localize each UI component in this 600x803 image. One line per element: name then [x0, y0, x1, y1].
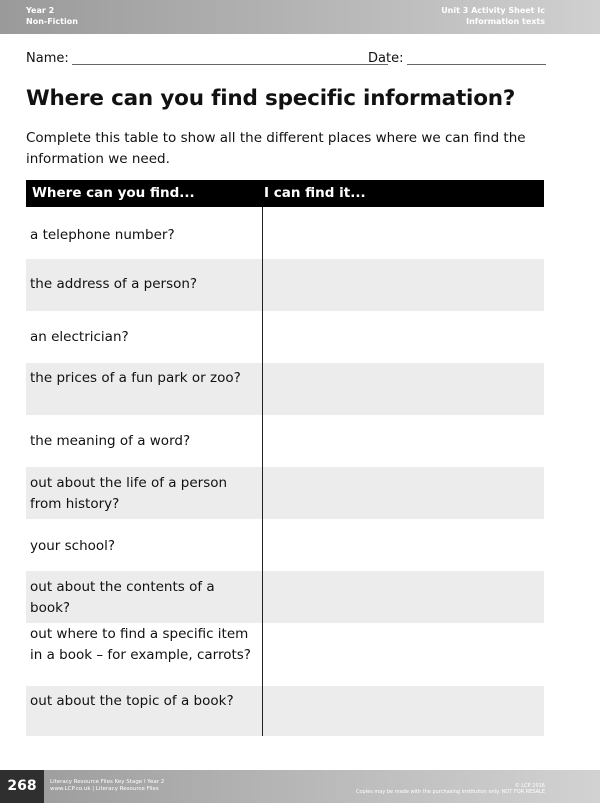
- website-text: www.LCP.co.uk | Literacy Resource Files: [50, 786, 159, 792]
- question-cell: out about the life of a person from history?: [30, 475, 228, 512]
- column-header-find: I can find it...: [264, 185, 366, 201]
- unit-label: Unit 3 Activity Sheet Ic: [441, 6, 545, 15]
- question-cell: an electrician?: [30, 329, 129, 345]
- answer-cell[interactable]: [263, 623, 544, 686]
- footer-right: [356, 783, 545, 795]
- table-row: [26, 571, 544, 623]
- question-cell: out about the contents of a book?: [30, 579, 215, 616]
- answer-cell[interactable]: [263, 207, 544, 259]
- table-header: [26, 180, 544, 207]
- name-date-row: [26, 51, 546, 69]
- series-text: Literacy Resource Files Key Stage I Year 2: [50, 779, 165, 785]
- question-cell: the address of a person?: [30, 276, 198, 292]
- answer-cell[interactable]: [263, 519, 544, 571]
- info-table: [26, 180, 544, 736]
- year-label: Year 2: [26, 6, 55, 15]
- header-right: [441, 5, 545, 27]
- table-row: [26, 686, 544, 736]
- date-field-line[interactable]: [407, 64, 546, 65]
- copy-notice: Copies may be made with the purchasing institution only. NOT FOR RESALE: [356, 789, 545, 795]
- table-row: [26, 623, 544, 686]
- table-row: [26, 467, 544, 519]
- answer-cell[interactable]: [263, 571, 544, 623]
- table-row: [26, 363, 544, 415]
- answer-cell[interactable]: [263, 259, 544, 311]
- question-cell: the prices of a fun park or zoo?: [30, 370, 241, 386]
- table-row: [26, 259, 544, 311]
- footer-left: [50, 779, 164, 793]
- page-number: 268: [0, 770, 44, 803]
- page-title: Where can you find specific information?: [26, 86, 516, 111]
- answer-cell[interactable]: [263, 363, 544, 415]
- question-cell: a telephone number?: [30, 227, 175, 243]
- instructions: Complete this table to show all the different places where we can find the information we need.: [26, 130, 526, 167]
- question-cell: out where to find a specific item in a book – for example, carrots?: [30, 626, 251, 663]
- answer-cell[interactable]: [263, 686, 544, 736]
- column-divider: [262, 207, 263, 736]
- answer-cell[interactable]: [263, 415, 544, 467]
- footer-bar: [0, 770, 600, 803]
- question-cell: your school?: [30, 538, 116, 554]
- header-bar: [0, 0, 600, 34]
- name-label: Name:: [26, 51, 69, 66]
- topic-label: Information texts: [466, 17, 545, 26]
- answer-cell[interactable]: [263, 311, 544, 363]
- date-label: Date:: [368, 51, 404, 66]
- column-header-where: Where can you find...: [32, 185, 195, 201]
- answer-cell[interactable]: [263, 467, 544, 519]
- subject-label: Non-Fiction: [26, 17, 78, 26]
- table-row: [26, 415, 544, 467]
- table-row: [26, 519, 544, 571]
- question-cell: the meaning of a word?: [30, 433, 191, 449]
- copyright-text: © LCP 2016: [514, 783, 545, 789]
- table-row: [26, 311, 544, 363]
- name-field-line[interactable]: [72, 64, 388, 65]
- header-left: [26, 5, 78, 27]
- question-cell: out about the topic of a book?: [30, 693, 234, 709]
- table-row: [26, 207, 544, 259]
